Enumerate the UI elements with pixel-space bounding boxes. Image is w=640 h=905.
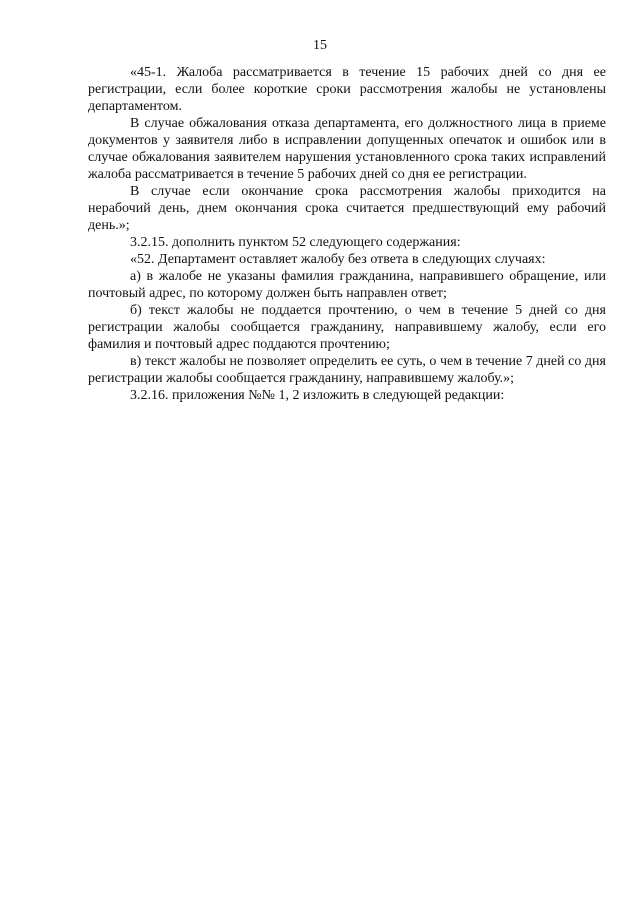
paragraph-52-b: б) текст жалобы не поддается прочтению, о чем в течение 5 дней со дня регистрации жалобы сообщается гражданину, направившему жалобу, если его фамилия и почтовый адрес поддаются прочтению; <box>88 303 606 352</box>
paragraph-deadline-holiday: В случае если окончание срока рассмотрения жалобы приходится на нерабочий день, днем окончания срока считается предшествующий ему рабочий день.»; <box>88 184 606 233</box>
paragraph-45-1: «45-1. Жалоба рассматривается в течение 15 рабочих дней со дня ее регистрации, если более короткие сроки рассмотрения жалобы не установлены департаментом. <box>88 65 606 114</box>
paragraph-3-2-15: 3.2.15. дополнить пунктом 52 следующего содержания: <box>130 235 461 250</box>
paragraph-52-intro: «52. Департамент оставляет жалобу без ответа в следующих случаях: <box>130 252 546 267</box>
paragraph-52-v: в) текст жалобы не позволяет определить ее суть, о чем в течение 7 дней со дня регистрации жалобы сообщается гражданину, направившему жалобу.»; <box>88 354 606 386</box>
page-number: 15 <box>313 38 327 53</box>
paragraph-52-a: а) в жалобе не указаны фамилия гражданина, направившего обращение, или почтовый адрес, по которому должен быть направлен ответ; <box>88 269 606 301</box>
paragraph-3-2-16: 3.2.16. приложения №№ 1, 2 изложить в следующей редакции: <box>130 388 505 403</box>
document-body <box>88 64 606 404</box>
paragraph-appeal-refusal: В случае обжалования отказа департамента, его должностного лица в приеме документов у заявителя либо в исправлении допущенных опечаток и ошибок или в случае обжалования заявителем нарушения установленного срока таких исправлений жалоба рассматривается в течение 5 рабочих дней со дня ее регистрации. <box>88 116 606 182</box>
